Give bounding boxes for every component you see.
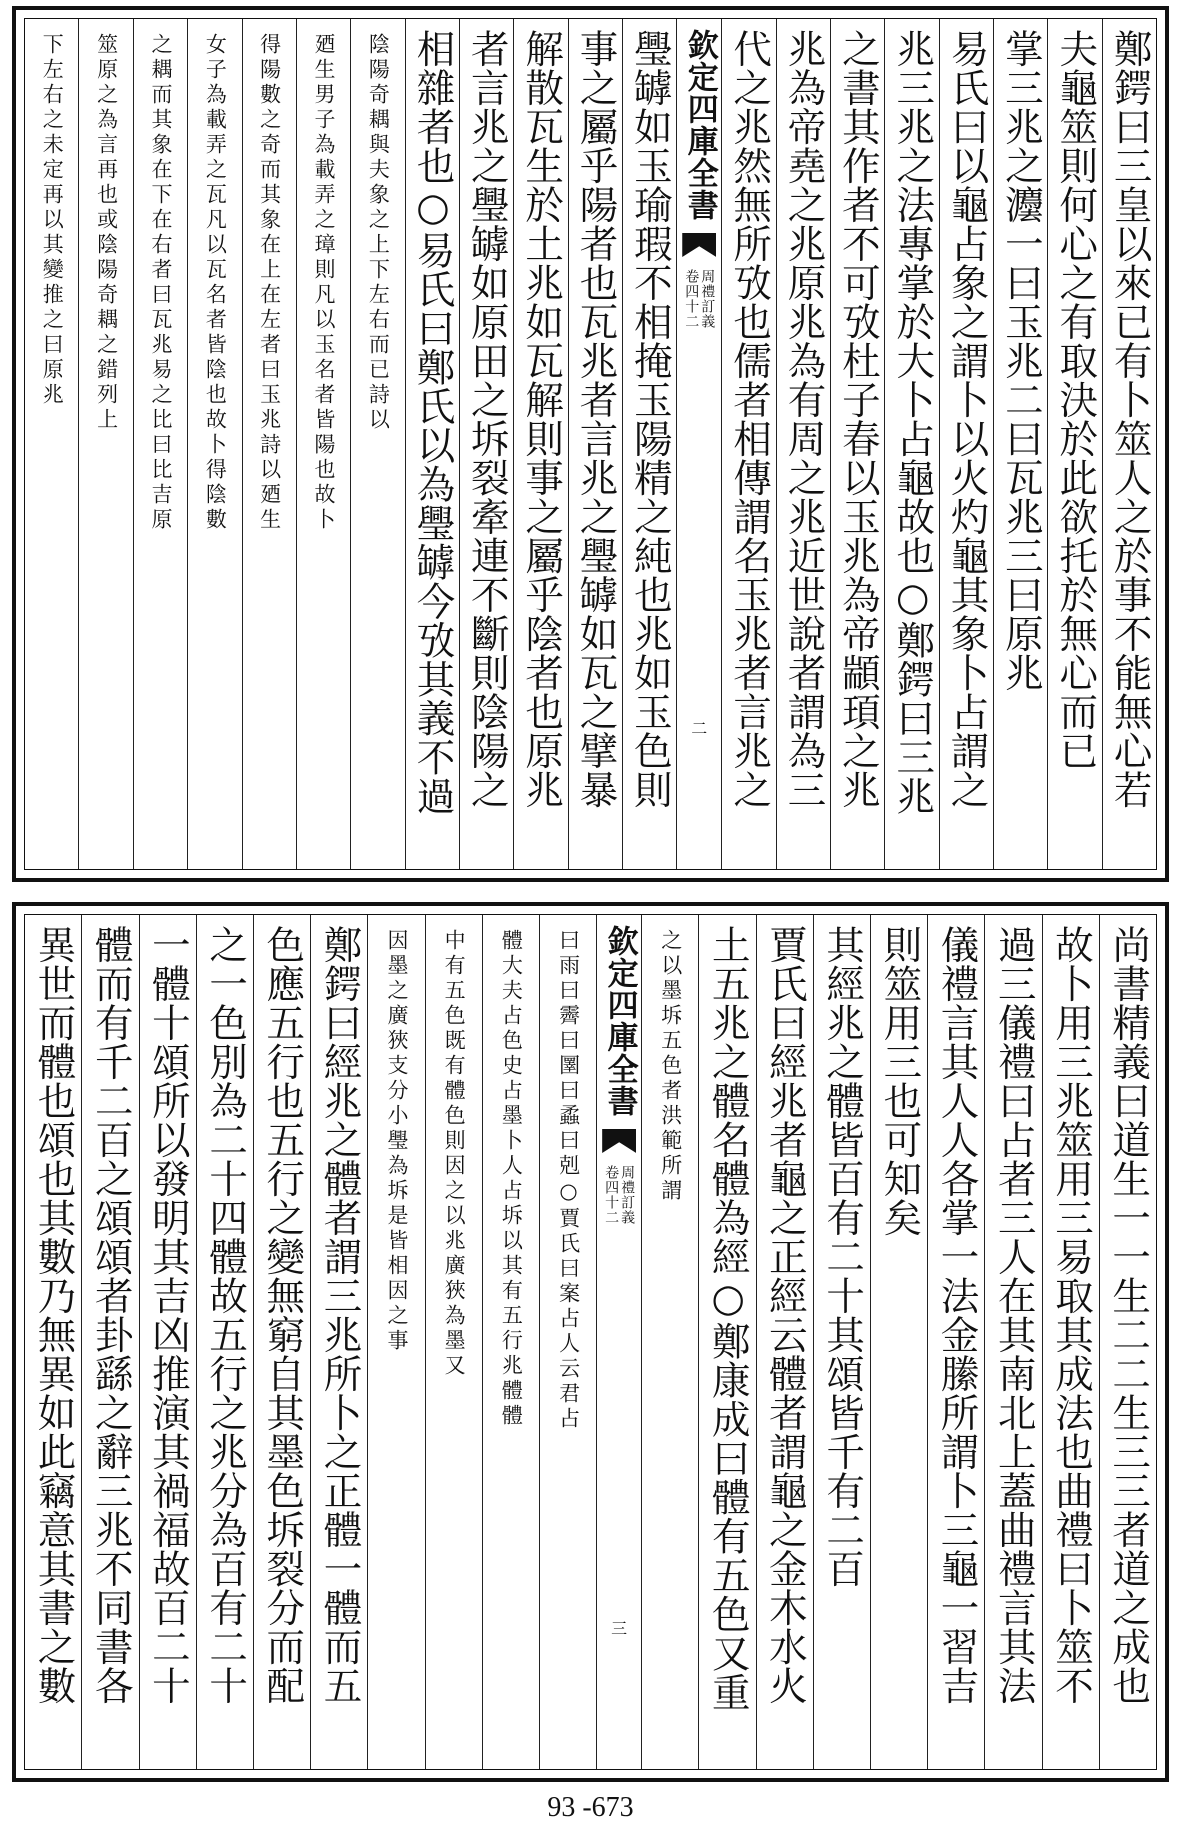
spine-title: 欽定四庫全書 — [681, 29, 718, 221]
text-column: 者言兆之璺罅如原田之坼裂牽連不斷則陰陽之 — [459, 19, 513, 869]
book-title: 周禮訂義 — [619, 1165, 636, 1225]
spine-center-top — [676, 19, 721, 869]
spine-center-bottom — [596, 915, 641, 1769]
fish-tail-ornament-icon — [682, 233, 716, 257]
text-column: 過三儀禮曰占者三人在其南北上蓋曲禮言其法 — [984, 915, 1041, 1769]
folio-number: 二 — [691, 719, 708, 738]
text-column: 則筮用三也可知矣 — [870, 915, 927, 1769]
page-bottom — [12, 902, 1169, 1782]
text-column: 儀禮言其人人各掌一法金縢所謂卜三龜一習吉 — [927, 915, 984, 1769]
annotation-column: 之以墨坼五色者洪範所謂 — [641, 915, 698, 1769]
text-column: 事之屬乎陽者也瓦兆者言兆之璺罅如瓦之擘暴 — [568, 19, 622, 869]
annotation-column: 之耦而其象在下在右者曰瓦兆易之比曰比吉原 — [133, 19, 187, 869]
text-column: 鄭鍔曰經兆之體者謂三兆所卜之正體一體而五 — [310, 915, 367, 1769]
text-column: 夫龜筮則何心之有取決於此欲托於無心而已 — [1047, 19, 1101, 869]
annotation-column: 廼生男子為載弄之璋則凡以玉名者皆陽也故卜 — [296, 19, 350, 869]
annotation-column: 體大夫占色史占墨卜人占坼以其有五行兆體體 — [482, 915, 539, 1769]
text-column: 尚書精義曰道生一一生二二生三三者道之成也 — [1099, 915, 1156, 1769]
text-column: 璺罅如玉瑜瑕不相掩玉陽精之純也兆如玉色則 — [622, 19, 676, 869]
text-column: 土五兆之體名體為經○鄭康成曰體有五色又重 — [698, 915, 755, 1769]
annotation-column: 下左右之未定再以其變推之曰原兆 — [40, 33, 65, 408]
volume-label: 卷四十二 — [683, 269, 700, 329]
volume-label: 卷四十二 — [603, 1165, 620, 1225]
text-column: 其經兆之體皆百有二十其頌皆千有二百 — [813, 915, 870, 1769]
fish-tail-ornament-icon — [602, 1129, 636, 1153]
text-column: 體而有千二百之頌頌者卦繇之辭三兆不同書各 — [81, 915, 138, 1769]
text-column: 代之兆然無所攷也儒者相傳謂名玉兆者言兆之 — [721, 19, 775, 869]
annotation-column: 中有五色既有體色則因之以兆廣狹為墨又 — [425, 915, 482, 1769]
page-top — [12, 6, 1169, 882]
text-column: 相雜者也○易氏曰鄭氏以為璺罅今攷其義不過 — [405, 19, 459, 869]
annotation-column: 女子為載弄之瓦凡以瓦名者皆陰也故卜得陰數 — [187, 19, 241, 869]
spine-title: 欽定四庫全書 — [601, 925, 638, 1117]
text-column: 解散瓦生於土兆如瓦解則事之屬乎陰者也原兆 — [513, 19, 567, 869]
text-column: 之一色別為二十四體故五行之兆分為百有二十 — [196, 915, 253, 1769]
text-column: 異世而體也頌也其數乃無異如此竊意其書之數 — [31, 925, 77, 1705]
text-column: 掌三兆之灋一曰玉兆二曰瓦兆三曰原兆 — [993, 19, 1047, 869]
text-column: 兆三兆之法專掌於大卜占龜故也○鄭鍔曰三兆 — [884, 19, 938, 869]
text-columns-bottom — [24, 914, 1157, 1770]
annotation-column: 曰雨曰霽曰圛曰蟊曰剋○賈氏曰案占人云君占 — [539, 915, 596, 1769]
annotation-column: 因墨之廣狹支分小璺為坼是皆相因之事 — [367, 915, 424, 1769]
annotation-column: 陰陽奇耦與夫象之上下左右而已詩以 — [350, 19, 404, 869]
text-column: 賈氏曰經兆者龜之正經云體者謂龜之金木水火 — [756, 915, 813, 1769]
text-column: 兆為帝堯之兆原兆為有周之兆近世說者謂為三 — [776, 19, 830, 869]
text-column: 鄭鍔曰三皇以來已有卜筮人之於事不能無心若 — [1102, 19, 1156, 869]
annotation-column: 筮原之為言再也或陰陽奇耦之錯列上 — [78, 19, 132, 869]
text-columns-top — [24, 18, 1157, 870]
text-column: 故卜用三兆筮用三易取其成法也曲禮曰卜筮不 — [1042, 915, 1099, 1769]
text-column: 一體十頌所以發明其吉凶推演其禍福故百二十 — [139, 915, 196, 1769]
folio-number: 三 — [611, 1619, 628, 1638]
page-number: 93 -673 — [547, 1792, 634, 1823]
text-column: 之書其作者不可攷杜子春以玉兆為帝顓頊之兆 — [830, 19, 884, 869]
book-title: 周禮訂義 — [699, 269, 716, 329]
text-column: 色應五行也五行之變無窮自其墨色坼裂分而配 — [253, 915, 310, 1769]
text-column: 易氏曰以龜占象之謂卜以火灼龜其象卜占謂之 — [939, 19, 993, 869]
annotation-column: 得陽數之奇而其象在上在左者曰玉兆詩以廼生 — [242, 19, 296, 869]
